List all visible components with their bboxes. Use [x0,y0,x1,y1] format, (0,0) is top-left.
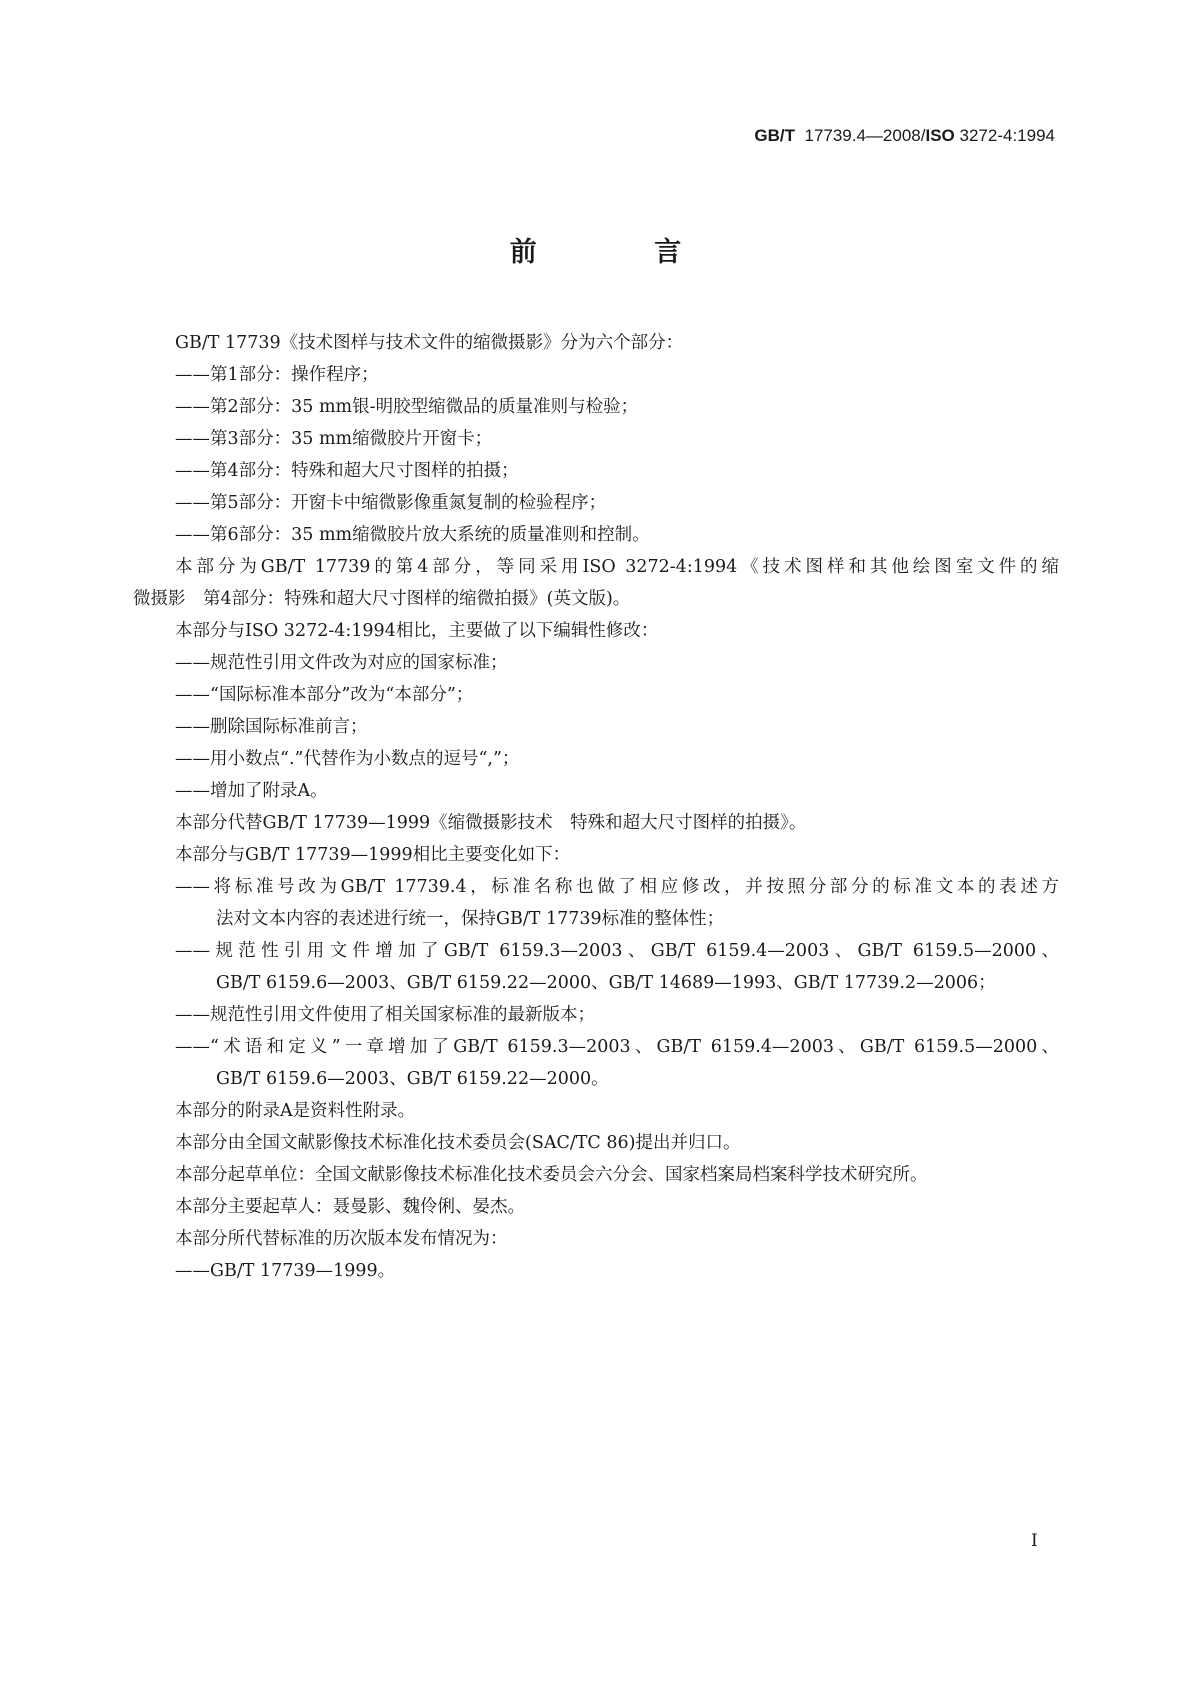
page-title: 前 言 [509,237,736,268]
standard-code-header [754,126,1055,146]
list-item: ——规范性引用文件使用了相关国家标准的最新版本； [175,1005,595,1025]
list-item: ——第3部分：35 mm缩微胶片开窗卡； [175,429,493,449]
standard-code-prefix: GB/T [754,126,796,145]
paragraph-line: 本部分主要起草人：聂曼影、魏伶俐、晏杰。 [175,1197,525,1217]
list-item: ——增加了附录A。 [175,781,328,801]
list-item: ——第1部分：操作程序； [175,365,379,385]
paragraph-line: GB/T 17739《技术图样与技术文件的缩微摄影》分为六个部分： [175,333,684,353]
paragraph-line: 本部分为GB/T 17739的第4部分，等同采用ISO 3272-4:1994《技术图样和其他绘图室文件的缩 [175,557,1059,577]
paragraph-line: 本部分的附录A是资料性附录。 [175,1101,416,1121]
list-item: ——将标准号改为GB/T 17739.4，标准名称也做了相应修改，并按照分部分的标准文本的表述方 [175,877,1059,897]
list-item-continuation: GB/T 6159.6—2003、GB/T 6159.22—2000、GB/T 14689—1993、GB/T 17739.2—2006； [216,973,996,993]
list-item: ——“国际标准本部分”改为“本部分”； [175,685,474,705]
standard-code-number: 17739.4—2008/ [804,126,926,145]
paragraph-line: 本部分与GB/T 17739—1999相比主要变化如下： [175,845,571,865]
iso-code-prefix: ISO [925,126,955,145]
list-item: ——第6部分：35 mm缩微胶片放大系统的质量准则和控制。 [175,525,650,545]
paragraph-line: 本部分由全国文献影像技术标准化技术委员会(SAC/TC 86)提出并归口。 [175,1133,741,1153]
paragraph-line: 微摄影 第4部分：特殊和超大尺寸图样的缩微拍摄》(英文版)。 [133,589,631,609]
list-item: ——删除国际标准前言； [175,717,368,737]
list-item: ——规范性引用文件改为对应的国家标准； [175,653,508,673]
paragraph-line: 本部分起草单位：全国文献影像技术标准化技术委员会六分会、国家档案局档案科学技术研究所。 [175,1165,928,1185]
paragraph-line: 本部分与ISO 3272-4:1994相比，主要做了以下编辑性修改： [175,621,659,641]
list-item: ——规范性引用文件增加了GB/T 6159.3—2003、GB/T 6159.4—2003、GB/T 6159.5—2000、 [175,941,1059,961]
foreword-body [133,327,1059,1287]
page-number: I [1031,1531,1038,1551]
list-item-continuation: GB/T 6159.6—2003、GB/T 6159.22—2000。 [216,1069,609,1089]
list-item: ——GB/T 17739—1999。 [175,1261,396,1281]
list-item: ——用小数点“.”代替作为小数点的逗号“,”； [175,749,520,769]
list-item: ——“术语和定义”一章增加了GB/T 6159.3—2003、GB/T 6159.4—2003、GB/T 6159.5—2000、 [175,1037,1059,1057]
iso-code-number: 3272-4:1994 [959,126,1055,145]
list-item: ——第5部分：开窗卡中缩微影像重氮复制的检验程序； [175,493,607,513]
list-item-continuation: 法对文本内容的表述进行统一，保持GB/T 17739标准的整体性； [216,909,725,929]
list-item: ——第4部分：特殊和超大尺寸图样的拍摄； [175,461,519,481]
paragraph-line: 本部分代替GB/T 17739—1999《缩微摄影技术 特殊和超大尺寸图样的拍摄》。 [175,813,807,833]
list-item: ——第2部分：35 mm银-明胶型缩微品的质量准则与检验； [175,397,639,417]
paragraph-line: 本部分所代替标准的历次版本发布情况为： [175,1229,508,1249]
